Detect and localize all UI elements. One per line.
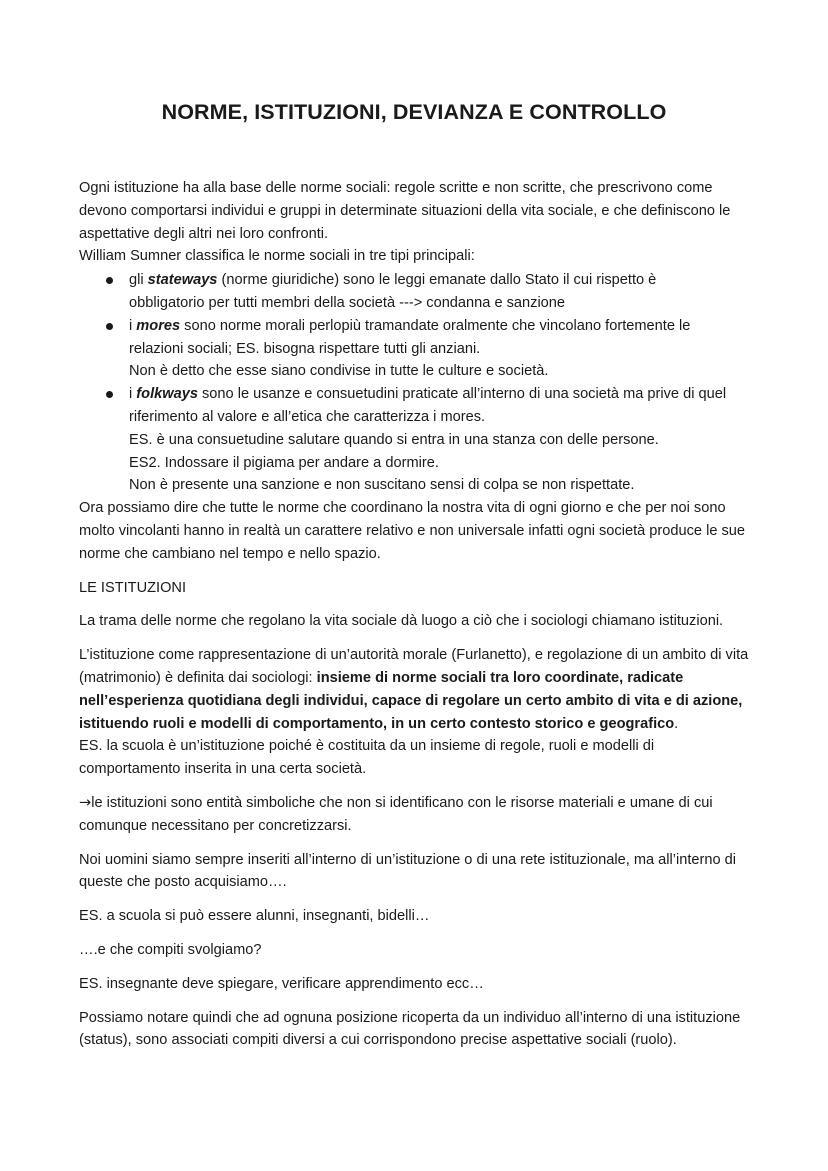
term-folkways: folkways: [136, 386, 198, 403]
section-heading-istituzioni: LE ISTITUZIONI: [79, 579, 187, 596]
page-title: NORME, ISTITUZIONI, DEVIANZA E CONTROLLO: [161, 100, 667, 124]
arrow-right-icon: →: [79, 793, 92, 811]
istituzioni-example-school: ES. la scuola è un’istituzione poiché è costituita da un insieme di regole, ruoli e modelli di comportamento inserita in una certa società.: [79, 738, 655, 778]
istituzioni-paragraph-8: Possiamo notare quindi che ad ognuna posizione ricoperta da un individuo all’interno di una istituzione (status), sono associati compiti diversi a cui corrispondono precise aspettative sociali (ruolo).: [79, 1009, 741, 1049]
istituzioni-paragraph-1: La trama delle norme che regolano la vita sociale dà luogo a ciò che i sociologi chiamano istituzioni.: [79, 613, 724, 630]
istituzioni-definition-paragraph: L’istituzione come rappresentazione di un’autorità morale (Furlanetto), e regolazione di un ambito di vita (matrimonio) è definita dai sociologi: insieme di norme sociali tra loro coordinate, radicate nell’esperienza quotidiana degli individui, capace di regolare un certo ambito di vita e di azione, istituendo ruoli e modelli di comportamento, in un certo contesto storico e geografico.: [79, 647, 749, 732]
definition-bold: insieme di norme sociali tra loro coordinate, radicate nell’esperienza quotidiana degli individui, capace di regolare un certo ambito di vita e di azione, istituendo ruoli e modelli di comportamento, in un certo contesto storico e geografico: [79, 669, 743, 732]
list-item-mores: i mores sono norme morali perlopiù tramandate oralmente che vincolano fortemente le relazioni sociali; ES. bisogna rispettare tutti gli anziani. Non è detto che esse siano condivise in tutte le culture e società.: [79, 315, 758, 383]
intro-paragraph: Ogni istituzione ha alla base delle norme sociali: regole scritte e non scritte, che prescrivono come devono comportarsi individui e gruppi in determinate situazioni della vita sociale, e che definiscono le aspettative degli altri nei loro confronti.: [79, 180, 731, 242]
list-item-folkways: i folkways sono le usanze e consuetudini praticate all’interno di una società ma prive di quel riferimento al valore e all’etica che caratterizza i mores. ES. è una consuetudine salutare quando si entra in una stanza con delle persone. ES2. Indossare il pigiama per andare a dormire. Non è presente una sanzione e non suscitano sensi di colpa se non rispettate.: [79, 383, 758, 497]
istituzioni-paragraph-6: ….e che compiti svolgiamo?: [79, 941, 262, 958]
term-stateways: stateways: [147, 272, 218, 289]
istituzioni-paragraph-5: ES. a scuola si può essere alunni, insegnanti, bidelli…: [79, 908, 430, 925]
bullet-icon: [106, 391, 113, 398]
istituzioni-paragraph-7: ES. insegnante deve spiegare, verificare apprendimento ecc…: [79, 975, 484, 992]
document-body: [79, 177, 758, 1052]
istituzioni-symbolic-paragraph: →le istituzioni sono entità simboliche che non si identificano con le risorse materiali e umane di cui comunque necessitano per concretizzarsi.: [79, 793, 713, 834]
bullet-icon: [106, 277, 113, 284]
istituzioni-paragraph-4: Noi uomini siamo sempre inseriti all’interno di un’istituzione o di una rete istituzionale, ma all’interno di queste che posto acquisiamo….: [79, 851, 737, 891]
term-mores: mores: [136, 317, 181, 334]
bullet-icon: [106, 323, 113, 330]
norm-types-list: [79, 269, 758, 497]
list-item-stateways: gli stateways (norme giuridiche) sono le leggi emanate dallo Stato il cui rispetto è obbligatorio per tutti membri della società ---> condanna e sanzione: [79, 269, 758, 315]
sumner-paragraph: William Sumner classifica le norme sociali in tre tipi principali:: [79, 248, 475, 265]
conclusion-paragraph: Ora possiamo dire che tutte le norme che coordinano la nostra vita di ogni giorno e che per noi sono molto vincolanti hanno in realtà un carattere relativo e non universale infatti ogni società produce le sue norme che cambiano nel tempo e nello spazio.: [79, 500, 746, 562]
